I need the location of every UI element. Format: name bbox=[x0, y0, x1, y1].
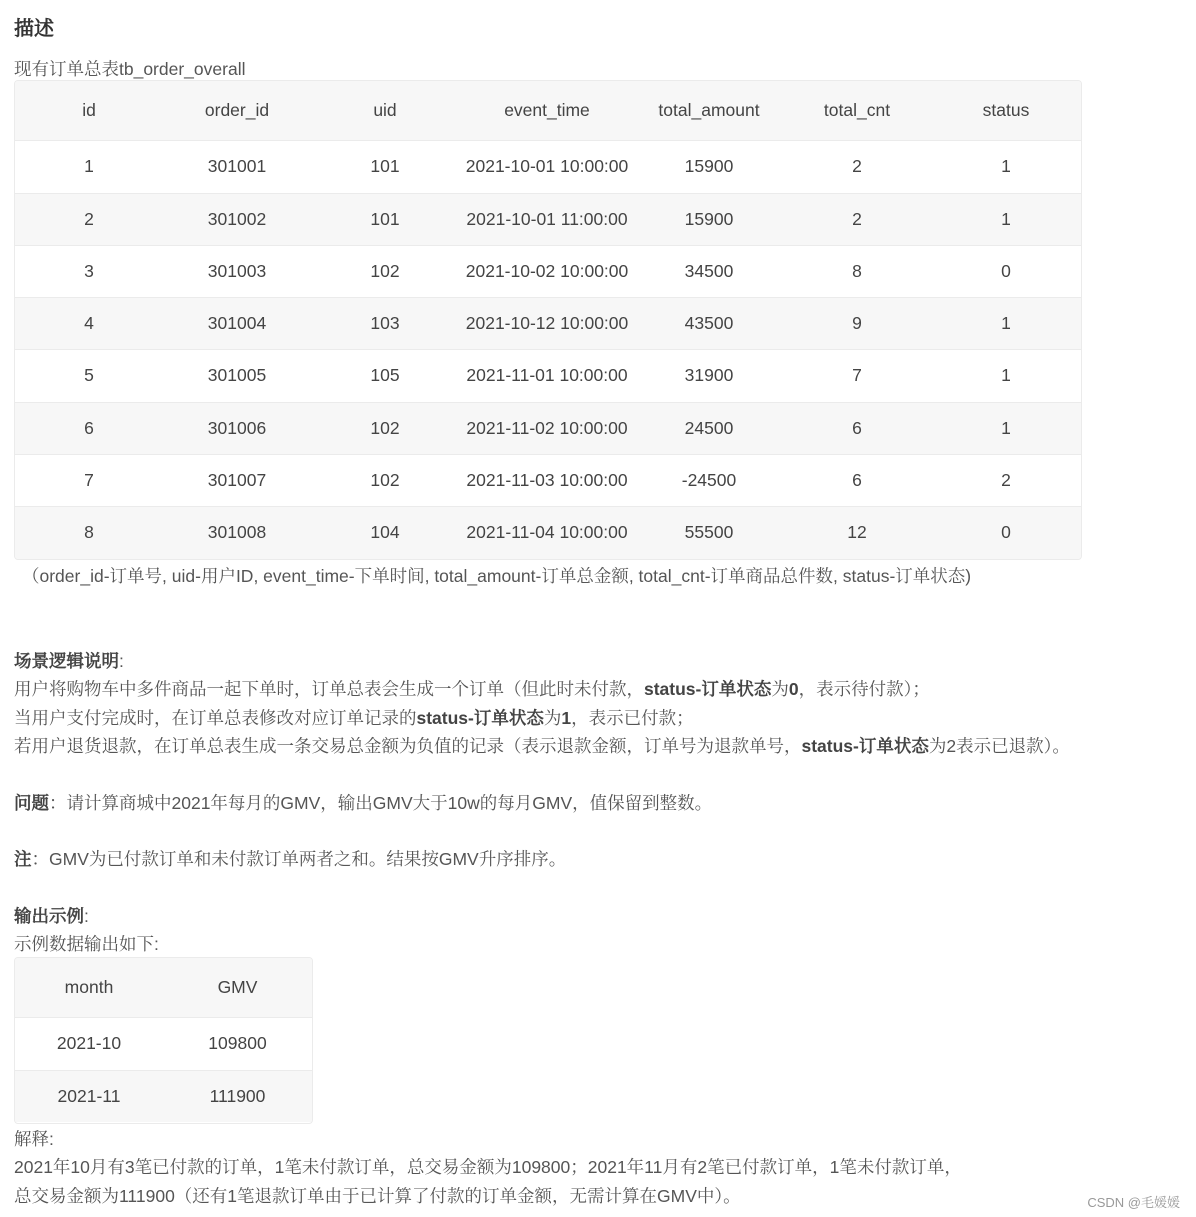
scenario-line-1-post: ，表示待付款）； bbox=[798, 679, 930, 699]
col-header-event-time: event_time bbox=[459, 81, 635, 140]
question-line bbox=[14, 790, 712, 815]
table-cell: 6 bbox=[783, 454, 931, 506]
table-cell: 1 bbox=[931, 140, 1081, 193]
table-cell: 55500 bbox=[635, 506, 783, 559]
table-cell: 1 bbox=[931, 193, 1081, 245]
table-cell: 5 bbox=[15, 349, 163, 402]
table-cell: 8 bbox=[783, 245, 931, 297]
table-header-row bbox=[15, 81, 1081, 140]
table-cell: 101 bbox=[311, 193, 459, 245]
scenario-line-1-mid: 为 bbox=[771, 679, 789, 699]
intro-text: 现有订单总表tb_order_overall bbox=[14, 59, 246, 79]
table-cell: 301002 bbox=[163, 193, 311, 245]
table-cell: 7 bbox=[15, 454, 163, 506]
order-row bbox=[15, 297, 1081, 349]
table-cell: 15900 bbox=[635, 140, 783, 193]
table-cell: 2021-10-12 10:00:00 bbox=[459, 297, 635, 349]
note-text: ：GMV为已付款订单和未付款订单两者之和。结果按GMV升序排序。 bbox=[31, 849, 567, 869]
order-row bbox=[15, 245, 1081, 297]
table-cell: 31900 bbox=[635, 349, 783, 402]
order-table bbox=[15, 81, 1081, 559]
scenario-line-3-pre: 若用户退货退款，在订单总表生成一条交易总金额为负值的记录（表示退款金额，订单号为退款单号， bbox=[14, 736, 802, 756]
table-cell: 2 bbox=[931, 454, 1081, 506]
table-cell: 0 bbox=[931, 245, 1081, 297]
table-cell: 9 bbox=[783, 297, 931, 349]
table-cell: 2021-10-01 11:00:00 bbox=[459, 193, 635, 245]
result-row bbox=[15, 1070, 312, 1122]
table-cell: 102 bbox=[311, 402, 459, 454]
result-header-row bbox=[15, 958, 312, 1017]
order-row bbox=[15, 506, 1081, 559]
table-cell: 2 bbox=[15, 193, 163, 245]
output-colon: : bbox=[84, 906, 89, 926]
output-title-line bbox=[14, 903, 89, 928]
scenario-line-3-bold: status-订单状态 bbox=[801, 736, 929, 756]
scenario-colon: : bbox=[119, 651, 124, 671]
table-cell: 2 bbox=[783, 140, 931, 193]
col-header-month: month bbox=[15, 958, 163, 1017]
table-cell: 12 bbox=[783, 506, 931, 559]
col-header-id: id bbox=[15, 81, 163, 140]
output-subtitle: 示例数据输出如下: bbox=[14, 934, 159, 954]
table-cell: 24500 bbox=[635, 402, 783, 454]
scenario-line-1-bold: status-订单状态 bbox=[644, 679, 772, 699]
order-row bbox=[15, 349, 1081, 402]
table-cell: 105 bbox=[311, 349, 459, 402]
table-cell: 0 bbox=[931, 506, 1081, 559]
table-cell: 102 bbox=[311, 454, 459, 506]
scenario-line-1-pre: 用户将购物车中多件商品一起下单时，订单总表会生成一个订单（但此时未付款， bbox=[14, 679, 644, 699]
table-cell: 2021-11-04 10:00:00 bbox=[459, 506, 635, 559]
table-cell: 101 bbox=[311, 140, 459, 193]
table-cell: 6 bbox=[15, 402, 163, 454]
scenario-line-2 bbox=[14, 705, 694, 730]
scenario-title: 场景逻辑说明 bbox=[14, 651, 119, 671]
table-cell: 2021-11 bbox=[15, 1070, 163, 1122]
scenario-line-2-bold: status-订单状态 bbox=[416, 708, 544, 728]
table-cell: 301004 bbox=[163, 297, 311, 349]
table-cell: -24500 bbox=[635, 454, 783, 506]
question-text: ：请计算商城中2021年每月的GMV，输出GMV大于10w的每月GMV，值保留到整数。 bbox=[49, 793, 713, 813]
scenario-title-line bbox=[14, 648, 124, 673]
order-row bbox=[15, 454, 1081, 506]
table-cell: 2021-10-01 10:00:00 bbox=[459, 140, 635, 193]
scenario-line-2-mid: 为 bbox=[543, 708, 562, 728]
scenario-line-2-pre: 当用户支付完成时，在订单总表修改对应订单记录的 bbox=[14, 708, 417, 728]
table-cell: 2 bbox=[783, 193, 931, 245]
col-header-uid: uid bbox=[311, 81, 459, 140]
table-cell: 3 bbox=[15, 245, 163, 297]
table-cell: 102 bbox=[311, 245, 459, 297]
table-cell: 1 bbox=[931, 402, 1081, 454]
table-cell: 15900 bbox=[635, 193, 783, 245]
table-note: （order_id-订单号, uid-用户ID, event_time-下单时间, total_amount-订单总金额, total_cnt-订单商品总件数, status-订单状态) bbox=[22, 566, 972, 586]
result-row bbox=[15, 1017, 312, 1070]
table-cell: 301007 bbox=[163, 454, 311, 506]
table-cell: 2021-11-03 10:00:00 bbox=[459, 454, 635, 506]
col-header-gmv: GMV bbox=[163, 958, 312, 1017]
table-cell: 8 bbox=[15, 506, 163, 559]
order-row bbox=[15, 193, 1081, 245]
question-label: 问题 bbox=[14, 793, 49, 813]
table-cell: 1 bbox=[931, 349, 1081, 402]
table-cell: 104 bbox=[311, 506, 459, 559]
table-cell: 2021-10 bbox=[15, 1017, 163, 1070]
table-cell: 301006 bbox=[163, 402, 311, 454]
col-header-total-amount: total_amount bbox=[635, 81, 783, 140]
explain-line-2: 总交易金额为111900（还有1笔退款订单由于已计算了付款的订单金额，无需计算在GMV中）。 bbox=[14, 1186, 741, 1206]
note-line bbox=[14, 846, 566, 871]
table-cell: 301005 bbox=[163, 349, 311, 402]
order-row bbox=[15, 402, 1081, 454]
table-cell: 7 bbox=[783, 349, 931, 402]
result-table-frame bbox=[14, 957, 313, 1124]
table-cell: 34500 bbox=[635, 245, 783, 297]
table-cell: 2021-10-02 10:00:00 bbox=[459, 245, 635, 297]
output-title: 输出示例 bbox=[14, 906, 84, 926]
scenario-line-1-bold2: 0 bbox=[788, 679, 799, 699]
table-cell: 301008 bbox=[163, 506, 311, 559]
col-header-total-cnt: total_cnt bbox=[783, 81, 931, 140]
col-header-status: status bbox=[931, 81, 1081, 140]
explain-title: 解释: bbox=[14, 1129, 54, 1149]
explain-line-1: 2021年10月有3笔已付款的订单，1笔未付款订单，总交易金额为109800；2021年11月有2笔已付款订单，1笔未付款订单， bbox=[14, 1157, 962, 1177]
section-heading: 描述 bbox=[14, 18, 54, 40]
order-table-frame bbox=[14, 80, 1082, 560]
col-header-order-id: order_id bbox=[163, 81, 311, 140]
table-cell: 1 bbox=[931, 297, 1081, 349]
table-cell: 301003 bbox=[163, 245, 311, 297]
watermark: CSDN @毛媛媛 bbox=[1087, 1195, 1180, 1210]
result-table bbox=[15, 958, 312, 1122]
order-row bbox=[15, 140, 1081, 193]
scenario-line-2-bold2: 1 bbox=[561, 708, 572, 728]
table-cell: 4 bbox=[15, 297, 163, 349]
note-label: 注 bbox=[14, 849, 32, 869]
table-cell: 1 bbox=[15, 140, 163, 193]
table-cell: 2021-11-01 10:00:00 bbox=[459, 349, 635, 402]
scenario-line-3 bbox=[14, 733, 1070, 758]
scenario-line-2-post: ，表示已付款； bbox=[571, 708, 694, 728]
table-cell: 103 bbox=[311, 297, 459, 349]
table-cell: 6 bbox=[783, 402, 931, 454]
scenario-line-3-post: 为2表示已退款）。 bbox=[928, 736, 1070, 756]
table-cell: 43500 bbox=[635, 297, 783, 349]
scenario-line-1 bbox=[14, 676, 930, 701]
table-cell: 111900 bbox=[163, 1070, 312, 1122]
table-cell: 301001 bbox=[163, 140, 311, 193]
table-cell: 2021-11-02 10:00:00 bbox=[459, 402, 635, 454]
table-cell: 109800 bbox=[163, 1017, 312, 1070]
